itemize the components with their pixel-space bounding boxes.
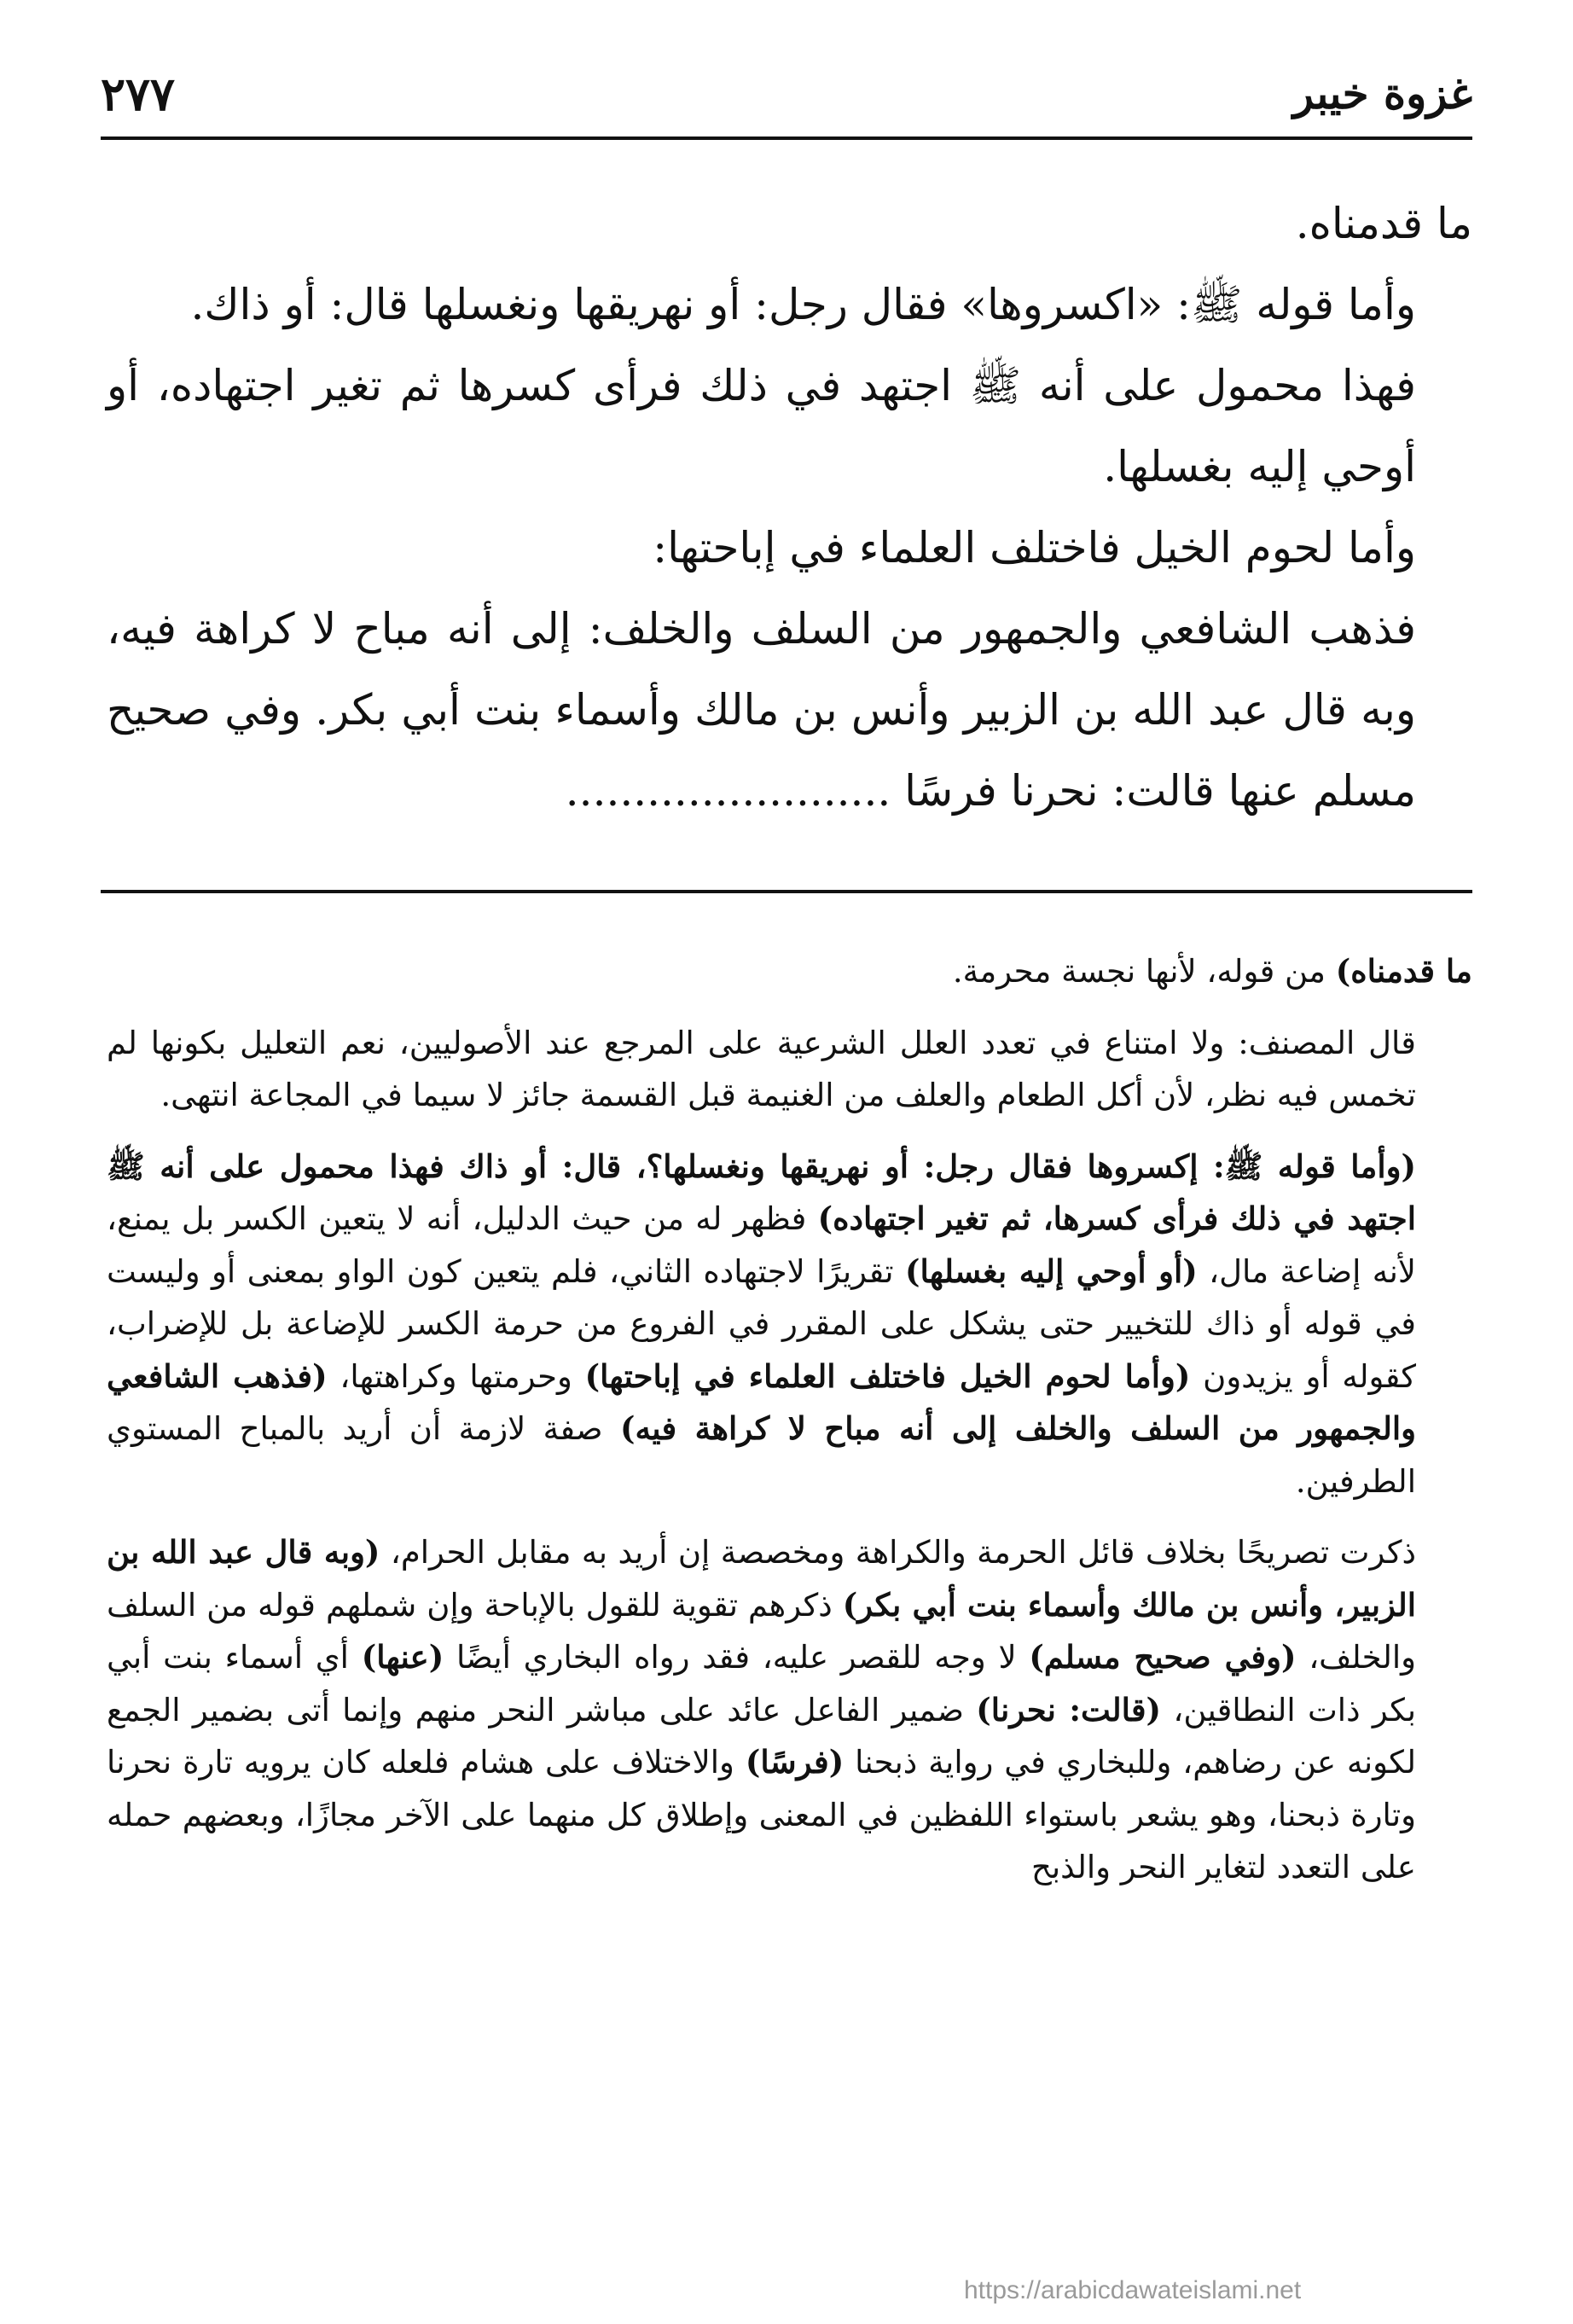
main-text [107, 183, 1472, 832]
main-paragraph [107, 589, 1472, 832]
main-paragraph-text: فذهب الشافعي والجمهور من السلف والخلف: إلى أنه مباح لا كراهة فيه، وبه قال عبد الله بن الزبير وأنس بن مالك وأسماء بنت أبي بكر. وفي صحيح مسلم عنها قالت: نحرنا فرسًا [107, 604, 1416, 816]
commentary-text: والاختلاف على هشام فلعله كان يرويه تارة نحرنا وتارة ذبحنا، وهو يشعر باستواء اللفظين في المعنى وإطلاق كل منهما على الآخر مجازًا، وبعضهم حمله على التعدد لتغاير النحر والذبح [107, 1744, 1416, 1885]
commentary [107, 945, 1472, 1894]
commentary-text: من قوله، لأنها نجسة محرمة. [952, 953, 1336, 990]
commentary-paragraph: قال المصنف: ولا امتناع في تعدد العلل الشرعية على المرجع عند الأصوليين، نعم التعليل بكونها لم تخمس فيه نظر، لأن أكل الطعام والعلف من الغنيمة قبل القسمة جائز لا سيما في المجاعة انتهى. [107, 1024, 1416, 1113]
commentary-paragraph [107, 1141, 1472, 1508]
commentary-text: تقريرًا لاجتهاده الثاني، فلم يتعين كون الواو بمعنى أو وليست في قوله أو ذاك للتخيير حتى يشكل على المقرر في الفروع من حرمة الكسر للإضاعة بل للإضراب، كقوله أو يزيدون [107, 1252, 1416, 1395]
main-paragraph: فهذا محمول على أنه ﷺ اجتهد في ذلك فرأى كسرها ثم تغير اجتهاده، أو أوحي إليه بغسلها. [107, 361, 1416, 491]
commentary-quote: (قالت: نحرنا) [976, 1690, 1162, 1728]
main-paragraph: ما قدمناه. [1295, 199, 1472, 248]
header-divider [101, 137, 1472, 140]
commentary-text: ذكرهم تقوية للقول بالإباحة وإن شملهم قوله من السلف والخلف، [107, 1586, 1416, 1676]
main-paragraph: وأما قوله ﷺ: «اكسروها» فقال رجل: أو نهريقها ونغسلها قال: أو ذاك. [190, 280, 1416, 329]
footnote-divider [101, 890, 1472, 893]
commentary-quote: (فرسًا) [745, 1743, 845, 1781]
commentary-text: صفة لازمة أن أريد بالمباح المستوي الطرفين. [107, 1410, 1416, 1500]
commentary-quote: (عنها) [361, 1638, 444, 1676]
commentary-quote: (وأما قوله ﷺ: إكسروها فقال رجل: أو نهريقها ونغسلها؟، قال: أو ذاك فهذا محمول على أنه ﷺ اجتهد في ذلك فرأى كسرها، ثم تغير اجتهاده) [107, 1147, 1416, 1237]
commentary-text: أي أسماء بنت أبي بكر ذات النطاقين، [107, 1639, 1416, 1728]
commentary-paragraph [107, 945, 1472, 998]
running-title: غزوة خيبر [1292, 68, 1472, 119]
commentary-quote: (وفي صحيح مسلم) [1029, 1638, 1297, 1676]
continuation-dots: ........................ [565, 766, 891, 816]
main-paragraph: وأما لحوم الخيل فاختلف العلماء في إباحتها: [653, 523, 1416, 572]
commentary-quote: (وأما لحوم الخيل فاختلف العلماء في إباحتها) [584, 1357, 1191, 1395]
commentary-text: ضمير الفاعل عائد على مباشر النحر منهم وإنما أتى بضمير الجمع لكونه عن رضاهم، وللبخاري في رواية ذبحنا [107, 1691, 1416, 1781]
commentary-quote: (وبه قال عبد الله بن الزبير، وأنس بن مالك وأسماء بنت أبي بكر) [107, 1533, 1416, 1624]
commentary-quote: (أو أوحي إليه بغسلها) [904, 1252, 1198, 1290]
page-header [101, 51, 1472, 137]
commentary-quote: (فذهب الشافعي والجمهور من السلف والخلف إلى أنه مباح لا كراهة فيه) [107, 1357, 1416, 1447]
commentary-text: وحرمتها وكراهتها، [327, 1357, 585, 1395]
watermark-url: https://arabicdawateislami.net [964, 2276, 1302, 2304]
page-number: ٢٧٧ [101, 67, 176, 121]
commentary-text: لا وجه للقصر عليه، فقد رواه البخاري أيضًا [444, 1639, 1030, 1676]
commentary-quote: ما قدمناه) [1335, 952, 1472, 990]
commentary-text: فظهر له من حيث الدليل، أنه لا يتعين الكسر بل يمنع، لأنه إضاعة مال، [107, 1200, 1416, 1290]
commentary-paragraph [107, 1526, 1472, 1894]
commentary-text: ذكرت تصريحًا بخلاف قائل الحرمة والكراهة ومخصصة إن أريد به مقابل الحرام، [380, 1534, 1416, 1571]
